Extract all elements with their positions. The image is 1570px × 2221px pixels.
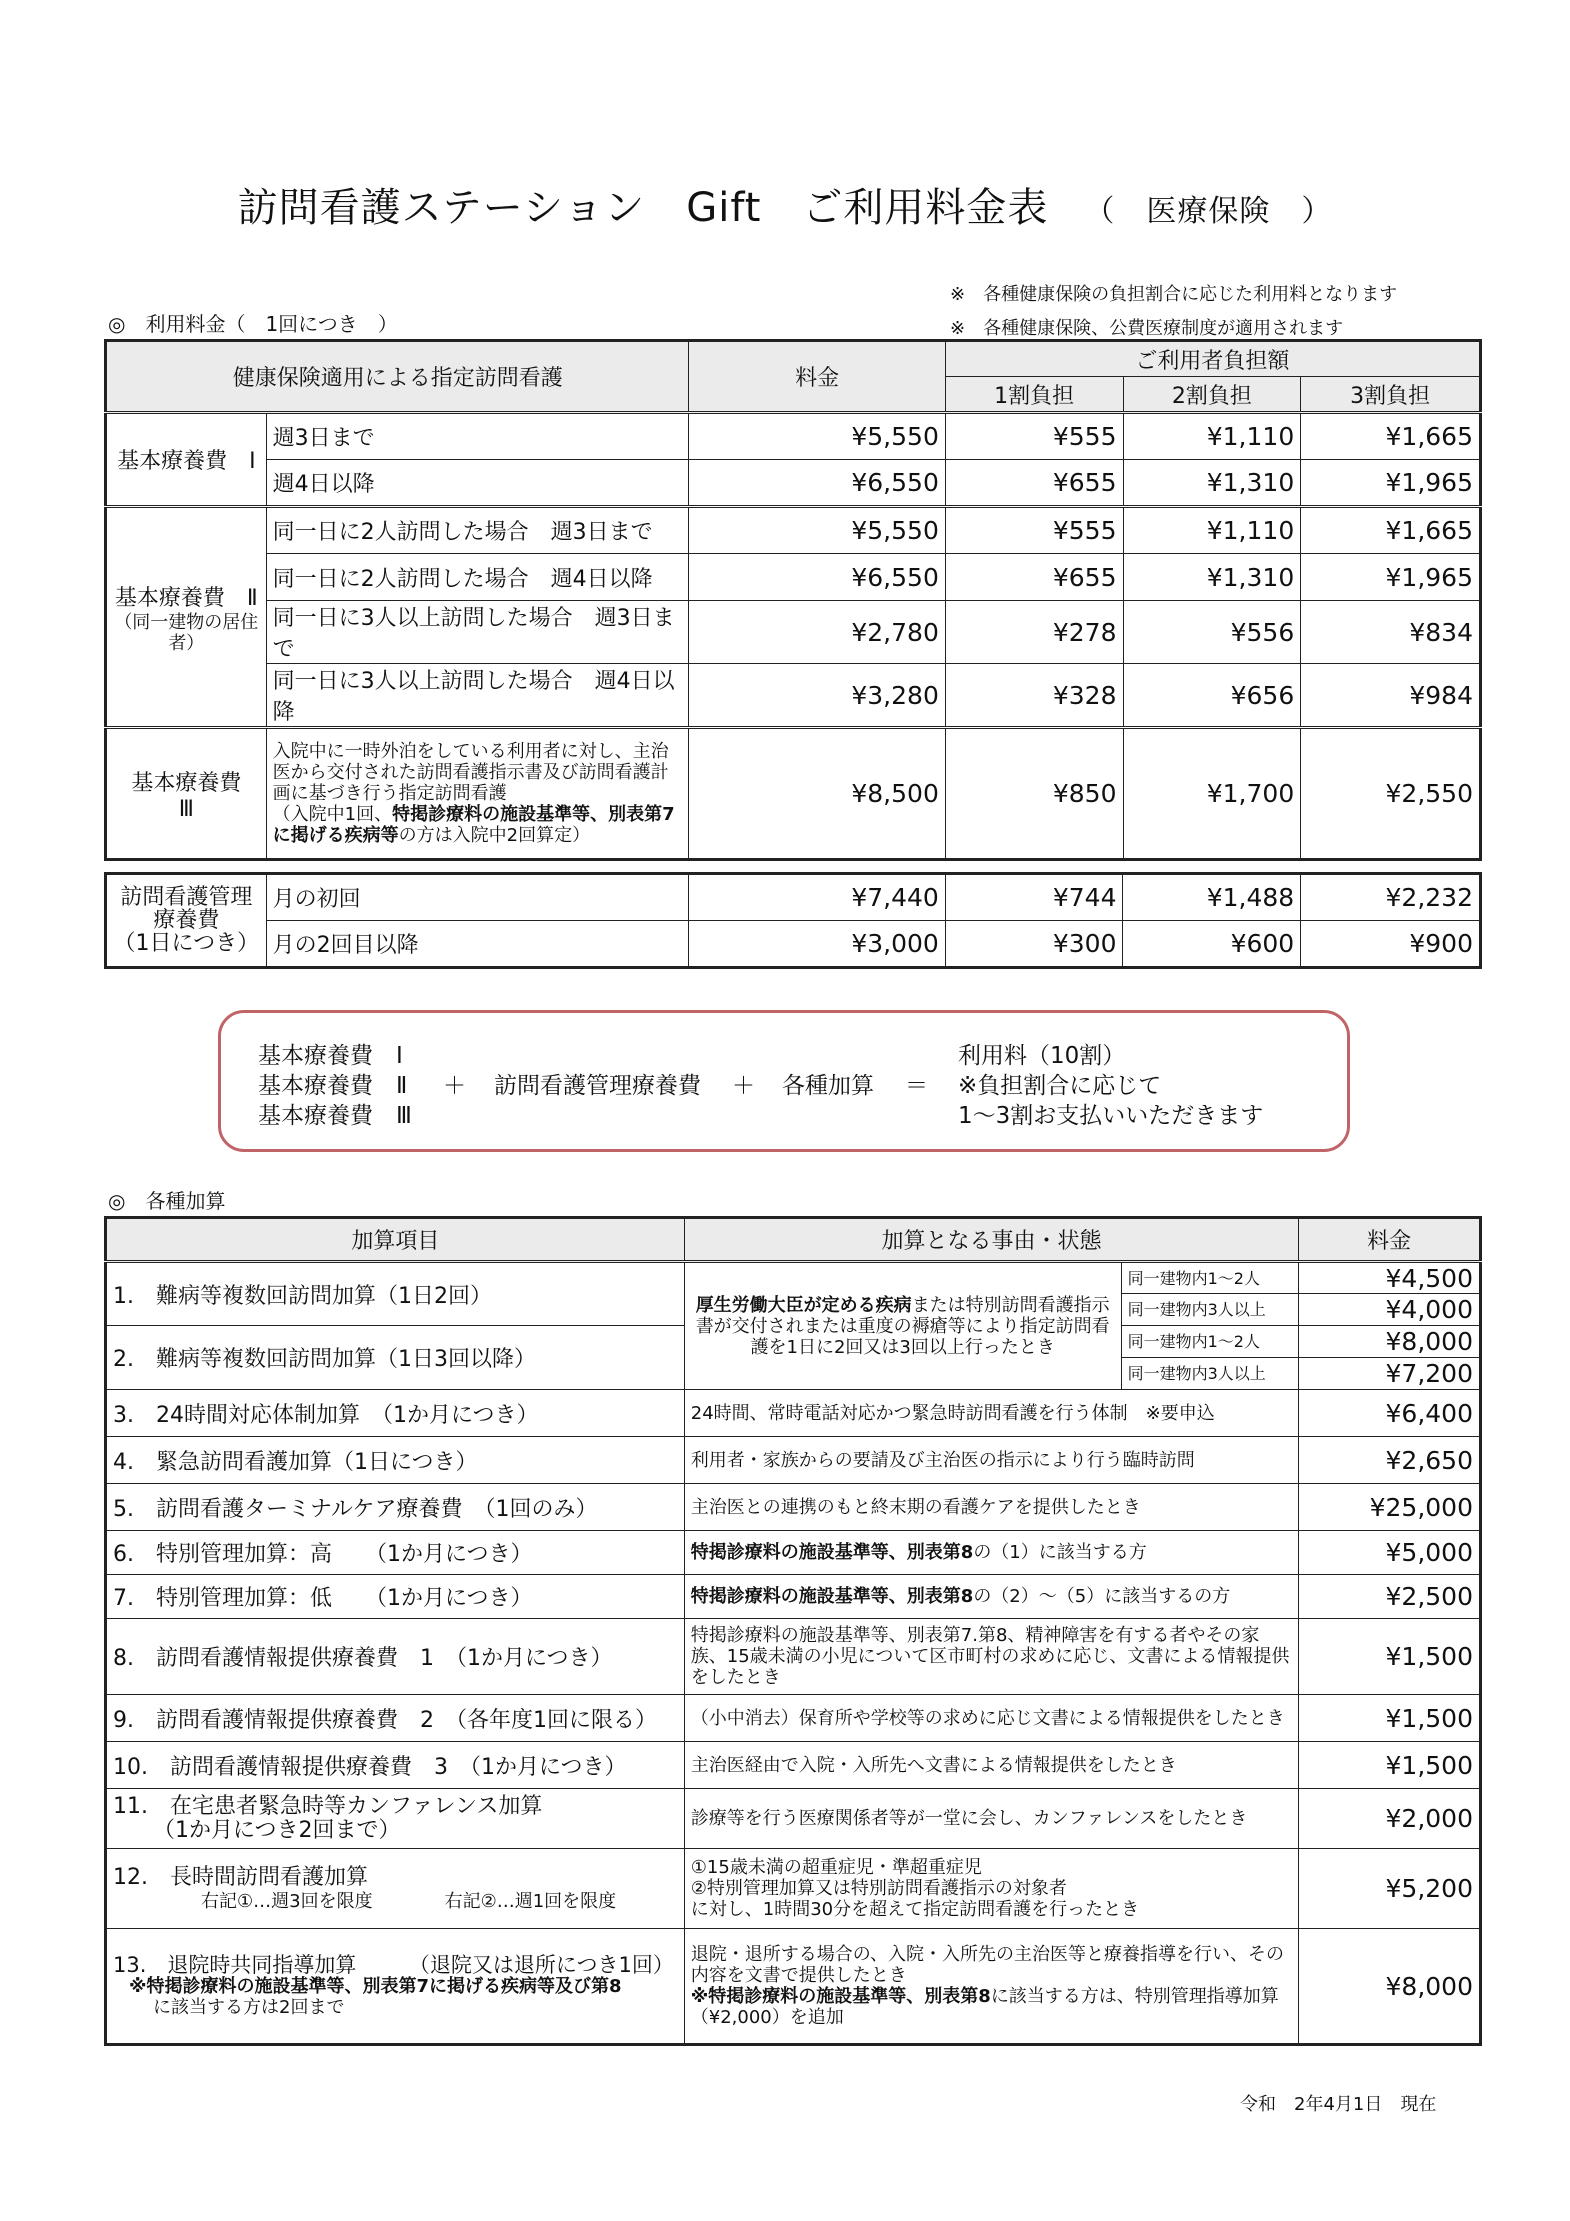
formula-add: 各種加算 xyxy=(782,1073,874,1099)
fee-11: ¥2,000 xyxy=(1299,1789,1481,1849)
row-pay1: ¥850 xyxy=(945,728,1123,860)
sub-fee-1: ¥4,500 xyxy=(1299,1262,1481,1294)
formula-plus-1: ＋ xyxy=(443,1073,466,1099)
sub-building-3: 同一建物内1～2人 xyxy=(1121,1326,1299,1358)
row-desc: 週3日まで xyxy=(266,413,689,460)
row-pay3: ¥984 xyxy=(1301,664,1481,728)
fee-6: ¥5,000 xyxy=(1299,1531,1481,1575)
row-fee: ¥2,780 xyxy=(689,601,945,664)
sub-fee-2: ¥4,000 xyxy=(1299,1294,1481,1326)
reason-10: 主治医経由で入院・入所先へ文書による情報提供をしたとき xyxy=(684,1742,1298,1789)
item-6: 6. 特別管理加算：高 （1か月につき） xyxy=(106,1531,685,1575)
item-12: 12. 長時間訪問看護加算 右記①…週3回を限度 右記②…週1回を限度 xyxy=(106,1849,685,1929)
item-10: 10. 訪問看護情報提供療養費 3 （1か月につき） xyxy=(106,1742,685,1789)
row-pay3: ¥2,550 xyxy=(1301,728,1481,860)
fee-12: ¥5,200 xyxy=(1299,1849,1481,1929)
row-pay3: ¥2,232 xyxy=(1301,874,1481,921)
sub-building-4: 同一建物内3人以上 xyxy=(1121,1358,1299,1390)
row-desc: 週4日以降 xyxy=(266,460,689,507)
group-basic-2: 基本療養費 Ⅱ （同一建物の居住者） xyxy=(106,507,267,728)
group-basic-3: 基本療養費 Ⅲ xyxy=(106,728,267,860)
row-fee: ¥6,550 xyxy=(689,460,945,507)
formula-result-1: 利用料（10割） xyxy=(958,1043,1126,1069)
fee-7: ¥2,500 xyxy=(1299,1575,1481,1619)
fee-table xyxy=(104,339,1482,861)
reason-5: 主治医との連携のもと終末期の看護ケアを提供したとき xyxy=(684,1484,1298,1531)
item-2: 2. 難病等複数回訪問加算（1日3回以降） xyxy=(106,1326,685,1390)
sub-fee-3: ¥8,000 xyxy=(1299,1326,1481,1358)
row-desc: 同一日に2人訪問した場合 週4日以降 xyxy=(266,554,689,601)
item-8: 8. 訪問看護情報提供療養費 1 （1か月につき） xyxy=(106,1619,685,1695)
footer-date: 令和 2年4月1日 現在 xyxy=(1240,2094,1437,2115)
item-1: 1. 難病等複数回訪問加算（1日2回） xyxy=(106,1262,685,1326)
row-pay3: ¥1,965 xyxy=(1301,460,1481,507)
row-pay3: ¥900 xyxy=(1301,921,1481,968)
reason-9: （小中消去）保育所や学校等の求めに応じ文書による情報提供をしたとき xyxy=(684,1695,1298,1742)
row-pay2: ¥1,488 xyxy=(1123,874,1301,921)
row-pay1: ¥744 xyxy=(945,874,1123,921)
fee-3: ¥6,400 xyxy=(1299,1390,1481,1437)
reason-7: 特掲診療料の施設基準等、別表第8の（2）～（5）に該当するの方 xyxy=(684,1575,1298,1619)
item-11: 11. 在宅患者緊急時等カンファレンス加算 （1か月につき2回まで） xyxy=(106,1789,685,1849)
row-pay1: ¥278 xyxy=(945,601,1123,664)
additions-table xyxy=(104,1216,1482,2046)
row-fee: ¥3,000 xyxy=(689,921,945,968)
row-pay1: ¥328 xyxy=(945,664,1123,728)
fee-8: ¥1,500 xyxy=(1299,1619,1481,1695)
group-basic-2-sub: （同一建物の居住者） xyxy=(114,611,259,654)
row-desc-long: 入院中に一時外泊をしている利用者に対し、主治医から交付された訪問看護指示書及び訪問看護計画に基づき行う指定訪問看護 （入院中1回、特掲診療料の施設基準等、別表第7に掲げる疾病等の方は入院中2回算定） xyxy=(266,728,689,860)
header-add-fee: 料金 xyxy=(1299,1218,1481,1262)
row-desc: 同一日に3人以上訪問した場合 週4日以降 xyxy=(266,664,689,728)
reason-12: ①15歳未満の超重症児・準超重症児 ②特別管理加算又は特別訪問看護指示の対象者 に対し、1時間30分を超えて指定訪問看護を行ったとき xyxy=(684,1849,1298,1929)
row-pay1: ¥655 xyxy=(945,460,1123,507)
reason-1-2: 厚生労働大臣が定める疾病または特別訪問看護指示書が交付されまたは重度の褥瘡等により指定訪問看護を1日に2回又は3回以上行ったとき xyxy=(684,1262,1121,1390)
sub-building-2: 同一建物内3人以上 xyxy=(1121,1294,1299,1326)
formula-basic-3: 基本療養費 Ⅲ xyxy=(258,1103,412,1129)
fee-5: ¥25,000 xyxy=(1299,1484,1481,1531)
item-13: 13. 退院時共同指導加算 （退院又は退所につき1回） ※特掲診療料の施設基準等、別表第7に掲げる疾病等及び第8 に該当する方は2回まで xyxy=(106,1929,685,2045)
row-fee: ¥6,550 xyxy=(689,554,945,601)
header-fee: 料金 xyxy=(689,341,945,413)
header-service: 健康保険適用による指定訪問看護 xyxy=(106,341,689,413)
note-1: ※ 各種健康保険の負担割合に応じた利用料となります xyxy=(950,284,1398,305)
item-9: 9. 訪問看護情報提供療養費 2 （各年度1回に限る） xyxy=(106,1695,685,1742)
row-pay2: ¥600 xyxy=(1123,921,1301,968)
sub-building-1: 同一建物内1～2人 xyxy=(1121,1262,1299,1294)
header-item: 加算項目 xyxy=(106,1218,685,1262)
formula-result-3: 1～3割お支払いいただきます xyxy=(958,1103,1264,1129)
row-pay2: ¥1,110 xyxy=(1123,413,1301,460)
formula-basic-2: 基本療養費 Ⅱ xyxy=(258,1073,408,1099)
reason-6: 特掲診療料の施設基準等、別表第8の（1）に該当する方 xyxy=(684,1531,1298,1575)
row-pay1: ¥555 xyxy=(945,507,1123,554)
formula-equals: ＝ xyxy=(905,1073,928,1099)
row-pay2: ¥556 xyxy=(1123,601,1301,664)
row-fee: ¥8,500 xyxy=(689,728,945,860)
row-fee: ¥5,550 xyxy=(689,507,945,554)
header-2wari: 2割負担 xyxy=(1123,377,1301,413)
row-pay3: ¥1,665 xyxy=(1301,413,1481,460)
row-desc: 同一日に2人訪問した場合 週3日まで xyxy=(266,507,689,554)
row-desc: 同一日に3人以上訪問した場合 週3日まで xyxy=(266,601,689,664)
row-pay3: ¥1,965 xyxy=(1301,554,1481,601)
row-desc: 月の初回 xyxy=(266,874,689,921)
formula-result-2: ※負担割合に応じて xyxy=(958,1073,1162,1099)
row-fee: ¥7,440 xyxy=(689,874,945,921)
row-pay2: ¥1,110 xyxy=(1123,507,1301,554)
header-reason: 加算となる事由・状態 xyxy=(684,1218,1298,1262)
item-5: 5. 訪問看護ターミナルケア療養費 （1回のみ） xyxy=(106,1484,685,1531)
header-burden: ご利用者負担額 xyxy=(945,341,1480,377)
item-7: 7. 特別管理加算：低 （1か月につき） xyxy=(106,1575,685,1619)
sub-fee-4: ¥7,200 xyxy=(1299,1358,1481,1390)
mgmt-table xyxy=(104,872,1482,969)
row-pay2: ¥656 xyxy=(1123,664,1301,728)
row-pay3: ¥1,665 xyxy=(1301,507,1481,554)
mgmt-label: 訪問看護管理 療養費 （1日につき） xyxy=(106,874,267,968)
row-pay1: ¥555 xyxy=(945,413,1123,460)
item-4: 4. 緊急訪問看護加算（1日につき） xyxy=(106,1437,685,1484)
page-title: 訪問看護ステーション Gift ご利用料金表 （ 医療保険 ） xyxy=(237,185,1333,231)
row-pay1: ¥655 xyxy=(945,554,1123,601)
row-pay2: ¥1,310 xyxy=(1123,460,1301,507)
row-pay2: ¥1,310 xyxy=(1123,554,1301,601)
fee-10: ¥1,500 xyxy=(1299,1742,1481,1789)
reason-3: 24時間、常時電話対応かつ緊急時訪問看護を行う体制 ※要申込 xyxy=(684,1390,1298,1437)
header-1wari: 1割負担 xyxy=(945,377,1123,413)
row-fee: ¥5,550 xyxy=(689,413,945,460)
group-basic-1: 基本療養費 Ⅰ xyxy=(106,413,267,507)
row-pay3: ¥834 xyxy=(1301,601,1481,664)
header-3wari: 3割負担 xyxy=(1301,377,1481,413)
item-3: 3. 24時間対応体制加算 （1か月につき） xyxy=(106,1390,685,1437)
formula-mgmt: 訪問看護管理療養費 xyxy=(494,1073,701,1099)
reason-11: 診療等を行う医療関係者等が一堂に会し、カンファレンスをしたとき xyxy=(684,1789,1298,1849)
note-2: ※ 各種健康保険、公費医療制度が適用されます xyxy=(950,318,1344,339)
reason-4: 利用者・家族からの要請及び主治医の指示により行う臨時訪問 xyxy=(684,1437,1298,1484)
row-pay1: ¥300 xyxy=(945,921,1123,968)
fee-4: ¥2,650 xyxy=(1299,1437,1481,1484)
formula-basic-1: 基本療養費 Ⅰ xyxy=(258,1043,403,1069)
section-add-heading: ◎ 各種加算 xyxy=(108,1189,226,1213)
fee-9: ¥1,500 xyxy=(1299,1695,1481,1742)
reason-8: 特掲診療料の施設基準等、別表第7.第8、精神障害を有する者やその家族、15歳未満の小児について区市町村の求めに応じ、文書による情報提供をしたとき xyxy=(684,1619,1298,1695)
fee-13: ¥8,000 xyxy=(1299,1929,1481,2045)
row-pay2: ¥1,700 xyxy=(1123,728,1301,860)
section-fee-heading: ◎ 利用料金（ 1回につき ） xyxy=(108,312,398,336)
reason-13: 退院・退所する場合の、入院・入所先の主治医等と療養指導を行い、その内容を文書で提供したとき ※特掲診療料の施設基準等、別表第8に該当する方は、特別管理指導加算（¥2,000）を追加 xyxy=(684,1929,1298,2045)
row-desc: 月の2回目以降 xyxy=(266,921,689,968)
formula-plus-2: ＋ xyxy=(732,1073,755,1099)
row-fee: ¥3,280 xyxy=(689,664,945,728)
